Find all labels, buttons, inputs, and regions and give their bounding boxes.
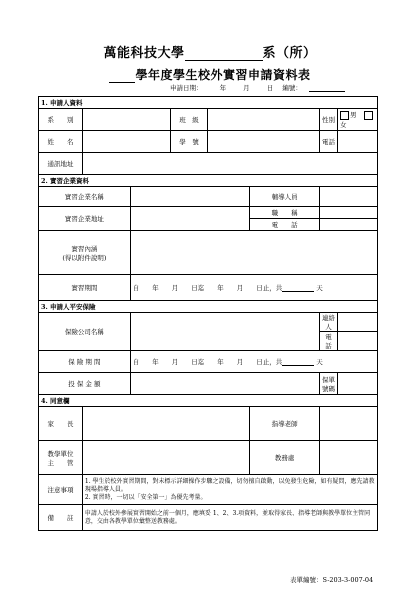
ins-days-unit: 天: [316, 358, 323, 366]
ins-period-field[interactable]: [130, 351, 377, 373]
company-name-label: 實習企業名稱: [39, 187, 131, 207]
company-address-field[interactable]: [130, 207, 250, 231]
academic-affairs-label: 教務處: [250, 441, 320, 475]
phone-label: 電話: [320, 131, 338, 153]
form-title: [0, 66, 420, 83]
notes-content: [82, 475, 377, 505]
note-1: 1. 學生於校外實習期間，對未標示詳細操作步驟之設備，切勿擅自啟動，以免發生危險，如有疑問，應先請教現場指導人員。: [84, 477, 375, 493]
advisor-signature-field[interactable]: [320, 407, 378, 441]
policy-no-label: 保單號碼: [320, 373, 338, 395]
company-phone-field[interactable]: [320, 219, 378, 231]
insurer-label: 保險公司名稱: [39, 313, 131, 351]
section-company-title: 2. 實習企業資料: [39, 175, 378, 187]
job-title-label: 職 稱: [250, 207, 320, 219]
name-label: 姓 名: [39, 131, 83, 153]
ins-days-blank[interactable]: [282, 358, 314, 366]
content-label-line2: (得以附件說明): [62, 253, 107, 262]
female-label: 女: [340, 120, 347, 129]
contact-field[interactable]: [338, 313, 378, 332]
class-label: 班 級: [170, 109, 208, 131]
job-title-field[interactable]: [320, 207, 378, 219]
department-blank[interactable]: [185, 48, 263, 61]
amount-field[interactable]: [130, 373, 319, 395]
male-checkbox[interactable]: [340, 111, 349, 120]
university-heading: [0, 42, 420, 61]
female-checkbox[interactable]: [364, 111, 373, 120]
insurer-phone-field[interactable]: [338, 332, 378, 351]
serial-label: 編號：: [282, 84, 302, 92]
company-name-field[interactable]: [130, 187, 250, 207]
unit-head-label-line1: 教學單位: [47, 449, 74, 458]
insurer-field[interactable]: [130, 313, 319, 351]
ins-period-text: 自 年 月 日迄 年 月 日止，共: [132, 358, 283, 366]
student-id-label: 學 號: [170, 131, 208, 153]
academic-year-blank[interactable]: [109, 70, 135, 83]
unit-head-label: [39, 441, 83, 475]
address-label: 通訊地址: [39, 153, 83, 175]
period-field[interactable]: [130, 275, 377, 301]
male-label: 男: [350, 111, 357, 120]
advisor-label: 指導老師: [250, 407, 320, 441]
content-label-line1: 實習內涵: [71, 244, 98, 253]
content-field[interactable]: [130, 231, 377, 275]
company-address-label: 實習企業地址: [39, 207, 131, 231]
class-field[interactable]: [208, 109, 320, 131]
notes-label: 注意事項: [39, 475, 83, 505]
policy-no-field[interactable]: [338, 373, 378, 395]
parent-signature-field[interactable]: [82, 407, 249, 441]
remark-label: 備 註: [39, 505, 83, 531]
supervisor-label: 輔導人員: [250, 187, 320, 207]
period-days-blank[interactable]: [282, 284, 314, 292]
section-applicant-title: 1. 申請人資料: [39, 97, 378, 109]
name-field[interactable]: [82, 131, 170, 153]
ins-period-label: 保 險 期 間: [39, 351, 131, 373]
unit-head-signature-field[interactable]: [82, 441, 249, 475]
period-label: 實習期間: [39, 275, 131, 301]
amount-label: 投 保 金 額: [39, 373, 131, 395]
phone-field[interactable]: [338, 131, 378, 153]
insurer-phone-label: 電 話: [320, 332, 338, 351]
parent-label: 家 長: [39, 407, 83, 441]
note-2: 2. 實習時，一切以「安全第一」為優先考量。: [84, 493, 207, 501]
form-number: 表單編號：S-203-3-007-04: [290, 576, 374, 584]
academic-affairs-signature-field[interactable]: [320, 441, 378, 475]
period-text: 自 年 月 日迄 年 月 日止，共: [132, 284, 283, 292]
university-name: 萬能科技大學: [103, 46, 185, 61]
remark-content: 申請人於校外參展實習開始之前一個月，應填妥 1、2、3.項資料，並取得家長、指導老師與教學單位主管同意，交由各教學單位彙整送教務處。: [82, 505, 377, 531]
apply-day-label: 日: [266, 84, 274, 92]
section-insurance-title: 3. 申請人平安保險: [39, 301, 378, 313]
content-label: [39, 231, 131, 275]
serial-blank[interactable]: [309, 84, 345, 92]
gender-options: [338, 109, 378, 131]
supervisor-field[interactable]: [320, 187, 378, 207]
apply-month-label: 月: [243, 84, 250, 92]
application-table: [38, 96, 378, 531]
company-phone-label: 電 話: [250, 219, 320, 231]
address-field[interactable]: [82, 153, 377, 175]
period-days-unit: 天: [316, 284, 323, 292]
student-id-field[interactable]: [208, 131, 320, 153]
apply-date-label: 申請日期：: [170, 84, 203, 92]
form-title-text: 學年度學生校外實習申請資料表: [135, 68, 311, 82]
contact-label: 連絡人: [320, 313, 338, 332]
dept-field[interactable]: [82, 109, 170, 131]
apply-meta: [170, 83, 380, 92]
section-consent-title: 4. 同意欄: [39, 395, 378, 407]
department-suffix: 系（所）: [262, 46, 317, 61]
unit-head-label-line2: 主 管: [47, 458, 74, 467]
apply-year-label: 年: [219, 84, 227, 92]
gender-label: 性別: [320, 109, 338, 131]
dept-label: 系 別: [39, 109, 83, 131]
